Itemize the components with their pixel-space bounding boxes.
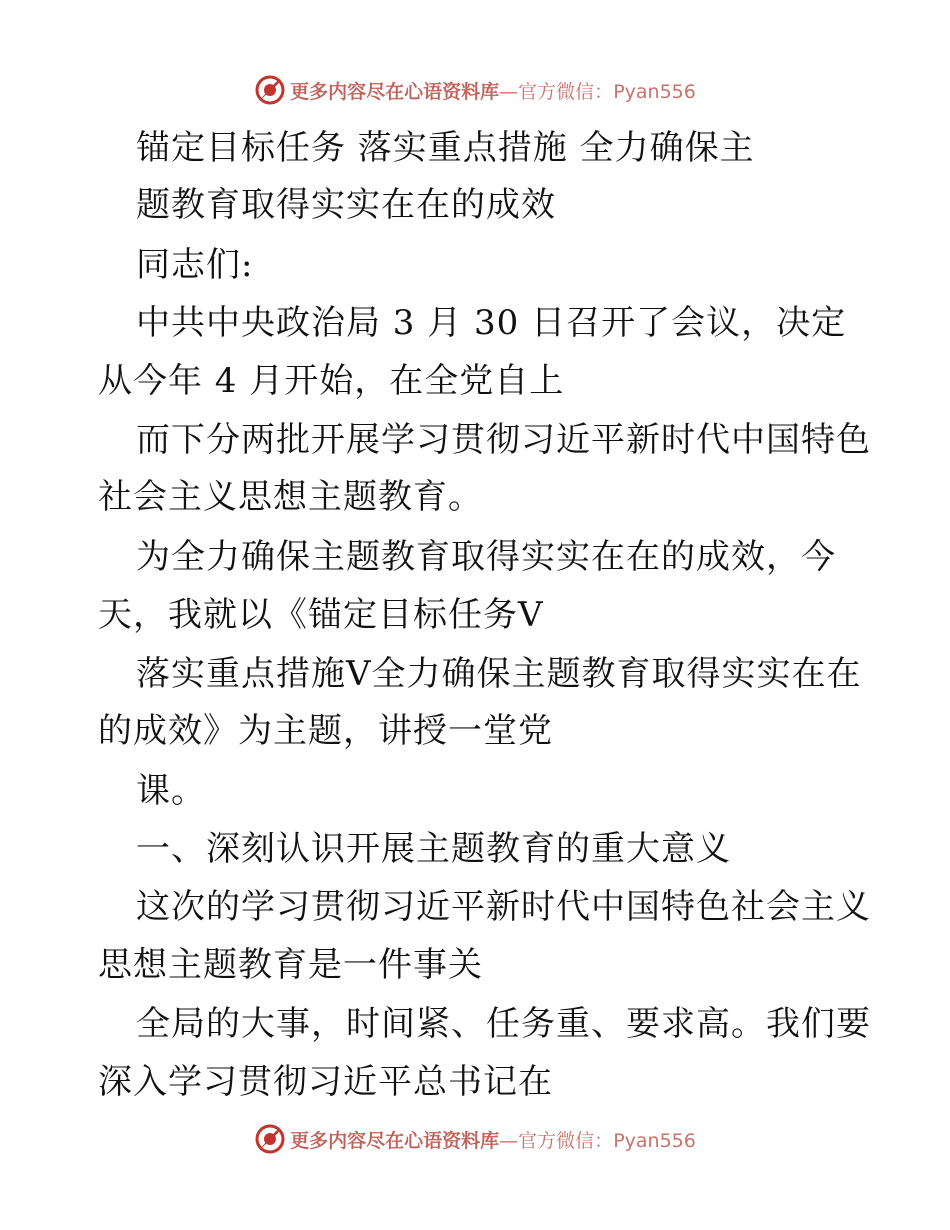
paragraph-line: 全局的大事，时间紧、任务重、要求高。我们要 [136, 1004, 871, 1044]
paragraph-line: 为全力确保主题教育取得实实在在的成效，今 [136, 537, 836, 577]
title-line-2: 题教育取得实实在在的成效 [136, 185, 556, 225]
section-heading: 一、深刻认识开展主题教育的重大意义 [136, 829, 731, 869]
paragraph-line: 天，我就以《锚定目标任务V [98, 595, 544, 635]
title-line-1: 锚定目标任务 落实重点措施 全力确保主 [136, 128, 755, 168]
paragraph-line: 思想主题教育是一件事关 [98, 945, 483, 985]
header-watermark [0, 72, 950, 108]
paragraph-line: 深入学习贯彻习近平总书记在 [98, 1062, 553, 1102]
watermark-text: 更多内容尽在心语资料库—官方微信：Pyan556 [290, 1129, 696, 1152]
watermark-text: 更多内容尽在心语资料库—官方微信：Pyan556 [290, 80, 696, 103]
paragraph-line: 社会主义思想主题教育。 [98, 477, 483, 517]
footer-watermark [0, 1121, 950, 1157]
quill-logo-icon [254, 1123, 286, 1155]
paragraph-line: 的成效》为主题，讲授一堂党 [98, 711, 553, 751]
quill-logo-icon [254, 74, 286, 106]
paragraph-line: 这次的学习贯彻习近平新时代中国特色社会主义 [136, 887, 871, 927]
paragraph-line: 课。 [136, 771, 206, 811]
paragraph-line: 落实重点措施V全力确保主题教育取得实实在在 [136, 654, 862, 694]
salutation: 同志们: [136, 245, 254, 285]
paragraph-line: 中共中央政治局 3 月 30 日召开了会议，决定 [136, 303, 847, 343]
paragraph-line: 从今年 4 月开始，在全党自上 [98, 361, 565, 401]
paragraph-line: 而下分两批开展学习贯彻习近平新时代中国特色 [136, 420, 871, 460]
